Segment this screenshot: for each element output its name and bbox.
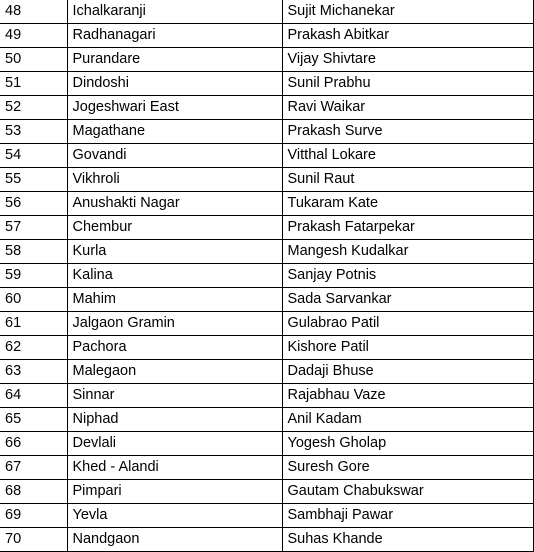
constituency-cell: Chembur — [67, 216, 282, 240]
row-number: 58 — [0, 240, 67, 264]
constituency-cell: Jogeshwari East — [67, 96, 282, 120]
candidate-cell: Prakash Surve — [282, 120, 533, 144]
row-number: 49 — [0, 24, 67, 48]
row-number: 65 — [0, 408, 67, 432]
row-number: 68 — [0, 480, 67, 504]
constituency-cell: Khed - Alandi — [67, 456, 282, 480]
constituency-cell: Vikhroli — [67, 168, 282, 192]
candidate-cell: Sujit Michanekar — [282, 0, 533, 24]
table-row — [0, 456, 533, 480]
table-row — [0, 240, 533, 264]
constituency-cell: Kurla — [67, 240, 282, 264]
constituency-cell: Sinnar — [67, 384, 282, 408]
constituency-cell: Magathane — [67, 120, 282, 144]
candidate-cell: Sanjay Potnis — [282, 264, 533, 288]
candidate-cell: Sada Sarvankar — [282, 288, 533, 312]
candidate-cell: Gautam Chabukswar — [282, 480, 533, 504]
table-row — [0, 24, 533, 48]
constituency-cell: Govandi — [67, 144, 282, 168]
candidate-cell: Sunil Raut — [282, 168, 533, 192]
table-row — [0, 384, 533, 408]
candidate-cell: Prakash Fatarpekar — [282, 216, 533, 240]
row-number: 56 — [0, 192, 67, 216]
candidate-cell: Anil Kadam — [282, 408, 533, 432]
table-row — [0, 336, 533, 360]
constituency-cell: Jalgaon Gramin — [67, 312, 282, 336]
constituency-cell: Purandare — [67, 48, 282, 72]
constituency-cell: Anushakti Nagar — [67, 192, 282, 216]
candidate-cell: Yogesh Gholap — [282, 432, 533, 456]
candidate-cell: Suhas Khande — [282, 528, 533, 552]
row-number: 63 — [0, 360, 67, 384]
row-number: 69 — [0, 504, 67, 528]
table-row — [0, 96, 533, 120]
constituency-cell: Pimpari — [67, 480, 282, 504]
row-number: 66 — [0, 432, 67, 456]
candidate-cell: Vijay Shivtare — [282, 48, 533, 72]
constituency-cell: Mahim — [67, 288, 282, 312]
candidate-cell: Tukaram Kate — [282, 192, 533, 216]
row-number: 55 — [0, 168, 67, 192]
constituency-cell: Radhanagari — [67, 24, 282, 48]
candidate-cell: Sambhaji Pawar — [282, 504, 533, 528]
table-row — [0, 528, 533, 552]
candidate-cell: Ravi Waikar — [282, 96, 533, 120]
row-number: 67 — [0, 456, 67, 480]
table-row — [0, 0, 533, 24]
constituency-cell: Kalina — [67, 264, 282, 288]
table-row — [0, 312, 533, 336]
constituency-cell: Niphad — [67, 408, 282, 432]
row-number: 54 — [0, 144, 67, 168]
candidate-cell: Mangesh Kudalkar — [282, 240, 533, 264]
row-number: 57 — [0, 216, 67, 240]
candidate-cell: Gulabrao Patil — [282, 312, 533, 336]
candidate-cell: Rajabhau Vaze — [282, 384, 533, 408]
constituency-cell: Yevla — [67, 504, 282, 528]
table-row — [0, 192, 533, 216]
constituency-cell: Nandgaon — [67, 528, 282, 552]
row-number: 61 — [0, 312, 67, 336]
table-row — [0, 216, 533, 240]
table-row — [0, 168, 533, 192]
table-row — [0, 72, 533, 96]
row-number: 59 — [0, 264, 67, 288]
candidate-cell: Sunil Prabhu — [282, 72, 533, 96]
constituency-cell: Dindoshi — [67, 72, 282, 96]
constituency-cell: Ichalkaranji — [67, 0, 282, 24]
row-number: 53 — [0, 120, 67, 144]
table-row — [0, 408, 533, 432]
row-number: 51 — [0, 72, 67, 96]
candidate-cell: Prakash Abitkar — [282, 24, 533, 48]
row-number: 62 — [0, 336, 67, 360]
candidate-cell: Suresh Gore — [282, 456, 533, 480]
table-row — [0, 48, 533, 72]
table-row — [0, 144, 533, 168]
table-row — [0, 504, 533, 528]
row-number: 52 — [0, 96, 67, 120]
row-number: 48 — [0, 0, 67, 24]
constituency-cell: Devlali — [67, 432, 282, 456]
table-row — [0, 264, 533, 288]
row-number: 70 — [0, 528, 67, 552]
table-row — [0, 480, 533, 504]
row-number: 50 — [0, 48, 67, 72]
constituency-cell: Malegaon — [67, 360, 282, 384]
table-row — [0, 120, 533, 144]
constituency-cell: Pachora — [67, 336, 282, 360]
table-row — [0, 360, 533, 384]
candidate-cell: Dadaji Bhuse — [282, 360, 533, 384]
row-number: 64 — [0, 384, 67, 408]
candidate-cell: Kishore Patil — [282, 336, 533, 360]
table-row — [0, 432, 533, 456]
row-number: 60 — [0, 288, 67, 312]
candidate-cell: Vitthal Lokare — [282, 144, 533, 168]
table-row — [0, 288, 533, 312]
